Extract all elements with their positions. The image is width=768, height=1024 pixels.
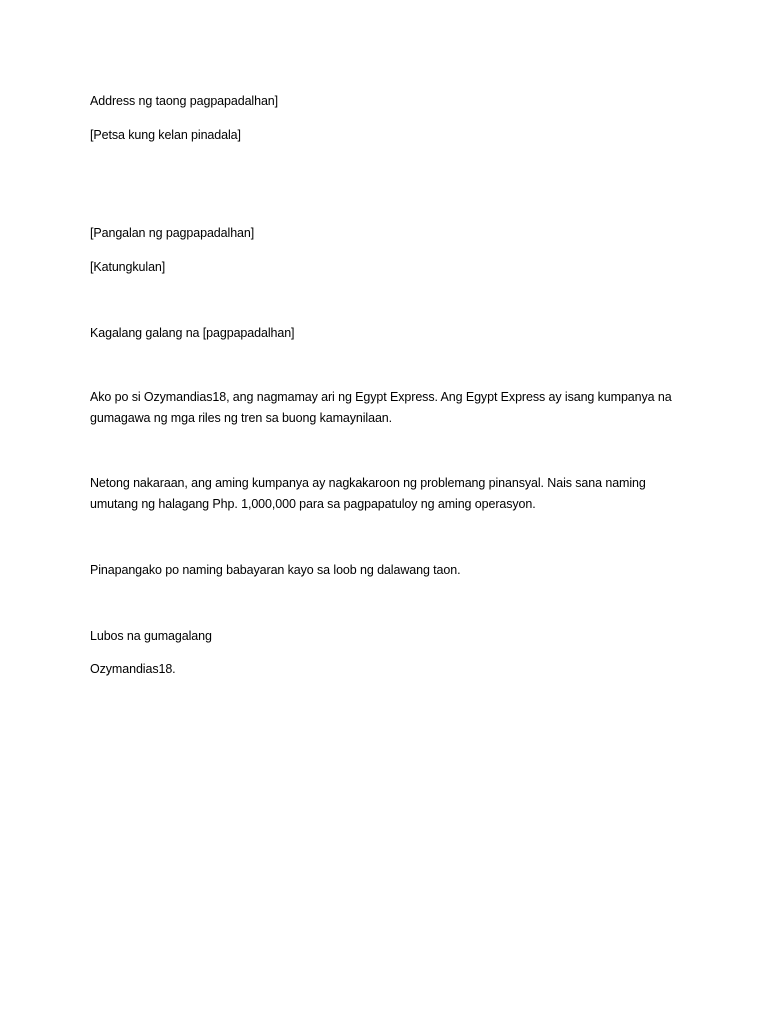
recipient-title: [Katungkulan] [90, 260, 166, 274]
body-paragraph-1-line: Ako po si Ozymandias18, ang nagmamay ari ng Egypt Express. Ang Egypt Express ay isang kumpanya na [90, 390, 672, 404]
closing: Lubos na gumagalang [90, 629, 212, 643]
letter-date: [Petsa kung kelan pinadala] [90, 128, 241, 142]
recipient-name: [Pangalan ng pagpapadalhan] [90, 226, 255, 240]
body-paragraph-2-line: Netong nakaraan, ang aming kumpanya ay nagkakaroon ng problemang pinansyal. Nais sana naming [90, 476, 646, 490]
body-paragraph-2 [90, 473, 690, 515]
signature: Ozymandias18. [90, 662, 176, 676]
body-paragraph-1 [90, 387, 690, 429]
recipient-address: Address ng taong pagpapadalhan] [90, 94, 279, 108]
body-paragraph-1-line: gumagawa ng mga riles ng tren sa buong kamaynilaan. [90, 411, 393, 425]
body-paragraph-3: Pinapangako po naming babayaran kayo sa loob ng dalawang taon. [90, 563, 461, 577]
body-paragraph-2-line: umutang ng halagang Php. 1,000,000 para sa pagpapatuloy ng aming operasyon. [90, 497, 536, 511]
salutation: Kagalang galang na [pagpapadalhan] [90, 326, 295, 340]
